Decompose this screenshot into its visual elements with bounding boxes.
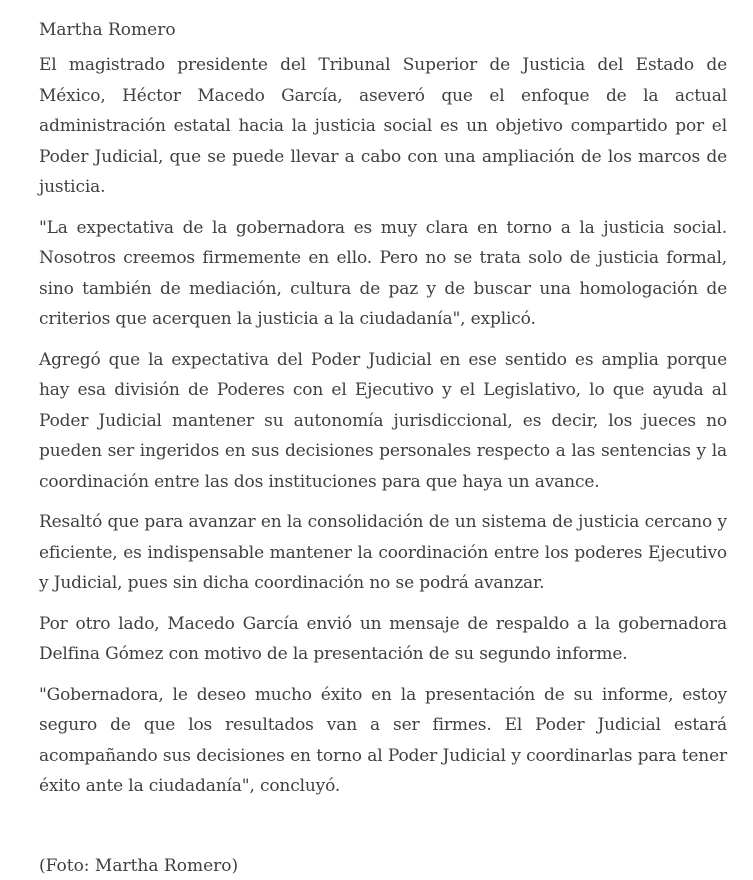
paragraph-6: "Gobernadora, le deseo mucho éxito en la presentación de su informe, estoy seguro de que los resultados van a ser firmes. El Poder Judicial estará acompañando sus decisiones en torno al Poder Judicial y coordinarlas para tener éxito ante la ciudadanía", concluyó. — [39, 684, 727, 796]
author-byline: Martha Romero — [39, 20, 176, 40]
paragraph-3: Agregó que la expectativa del Poder Judicial en ese sentido es amplia porque hay esa división de Poderes con el Ejecutivo y el Legislativo, lo que ayuda al Poder Judicial mantener su autonomía jurisdiccional, es decir, los jueces no pueden ser ingeridos en sus decisiones personales respecto a las sentencias y la coordinación entre las dos instituciones para que haya un avance. — [39, 349, 727, 492]
paragraph-1: El magistrado presidente del Tribunal Superior de Justicia del Estado de México, Héctor Macedo García, aseveró que el enfoque de la actual administración estatal hacia la justicia social es un objetivo compartido por el Poder Judicial, que se puede llevar a cabo con una ampliación de los marcos de justicia. — [39, 55, 727, 197]
paragraph-2: "La expectativa de la gobernadora es muy clara en torno a la justicia social. Nosotros creemos firmemente en ello. Pero no se trata solo de justicia formal, sino también de mediación, cultura de paz y de buscar una homologación de criterios que acerquen la justicia a la ciudadanía", explicó. — [39, 217, 727, 329]
paragraph-4: Resaltó que para avanzar en la consolidación de un sistema de justicia cercano y eficiente, es indispensable mantener la coordinación entre los poderes Ejecutivo y Judicial, pues sin dicha coordinación no se podrá avanzar. — [39, 512, 727, 593]
photo-credit: (Foto: Martha Romero) — [39, 855, 239, 876]
paragraph-5: Por otro lado, Macedo García envió un mensaje de respaldo a la gobernadora Delfina Gómez con motivo de la presentación de su segundo informe. — [39, 613, 727, 664]
